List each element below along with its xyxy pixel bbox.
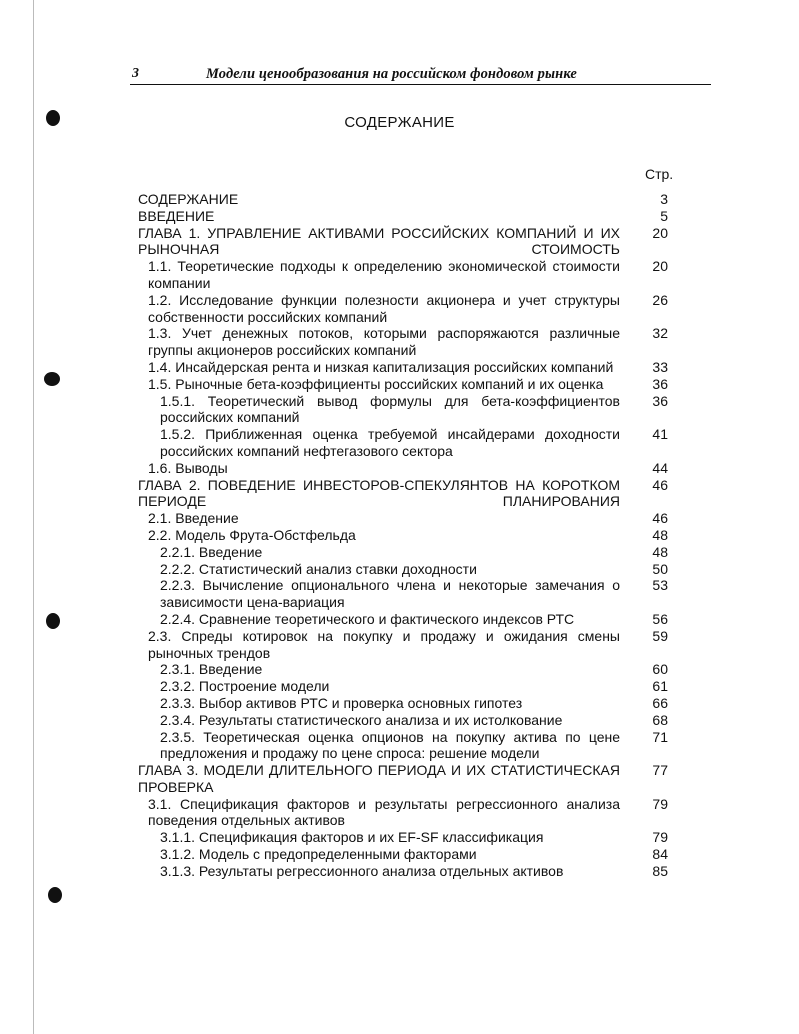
toc-entry: [138, 628, 668, 662]
toc-entry-title: 2.3.2. Построение модели: [160, 678, 330, 695]
toc-entry: [138, 393, 668, 427]
toc-entry-page: 53: [652, 577, 668, 594]
toc-entry-page: 44: [652, 459, 668, 476]
toc-entry-page: 36: [652, 392, 668, 409]
toc-entry-page: 77: [652, 762, 668, 779]
toc-entry-title: 1.4. Инсайдерская рента и низкая капитализация российских компаний: [148, 358, 614, 375]
scan-blot: [48, 887, 62, 903]
toc-entry-page: 79: [652, 829, 668, 846]
toc-entry-page: 5: [660, 207, 668, 224]
toc-entry: [138, 191, 668, 208]
toc-entry-page: 48: [652, 526, 668, 543]
toc-entry: [138, 729, 668, 763]
toc-entry-page: 60: [652, 661, 668, 678]
toc-entry-title: 3.1.2. Модель с предопределенными факторами: [160, 846, 477, 863]
toc-entry-page: 71: [652, 728, 668, 745]
toc-entry-page: 61: [652, 678, 668, 695]
toc-entry-title: ГЛАВА 2. ПОВЕДЕНИЕ ИНВЕСТОРОВ-СПЕКУЛЯНТОВ НА КОРОТКОМ ПЕРИОДЕ ПЛАНИРОВАНИЯ: [138, 476, 620, 510]
toc-entry: [138, 359, 668, 376]
toc-entry-title: 1.5.1. Теоретический вывод формулы для бета-коэффициентов российских компаний: [160, 392, 620, 426]
toc-entry: [138, 712, 668, 729]
toc-entry-page: 79: [652, 795, 668, 812]
toc-entry-page: 50: [652, 560, 668, 577]
toc-entry: [138, 292, 668, 326]
toc-entry-title: 2.3. Спреды котировок на покупку и продажу и ожидания смены рыночных трендов: [148, 627, 620, 661]
toc-entry-page: 48: [652, 543, 668, 560]
toc-entry-title: ГЛАВА 1. УПРАВЛЕНИЕ АКТИВАМИ РОССИЙСКИХ КОМПАНИЙ И ИХ РЫНОЧНАЯ СТОИМОСТЬ: [138, 224, 620, 258]
toc-entry-title: 1.5. Рыночные бета-коэффициенты российских компаний и их оценка: [148, 375, 604, 392]
toc-entry-title: 2.2.2. Статистический анализ ставки доходности: [160, 560, 477, 577]
toc-entry-page: 33: [652, 358, 668, 375]
toc-entry-title: 1.2. Исследование функции полезности акционера и учет структуры собственности российских компаний: [148, 291, 620, 325]
toc-entry-title: 2.2.3. Вычисление опционального члена и некоторые замечания о зависимости цена-вариация: [160, 577, 620, 611]
toc-entry-page: 32: [652, 325, 668, 342]
toc-entry-page: 46: [652, 510, 668, 527]
toc-entry-page: 84: [652, 846, 668, 863]
scan-left-edge: [33, 0, 34, 1034]
toc-entry-page: 26: [652, 291, 668, 308]
toc-entry: [138, 544, 668, 561]
toc-entry: [138, 426, 668, 460]
toc-entry-title: 2.2.4. Сравнение теоретического и фактического индексов РТС: [160, 610, 575, 627]
toc-entry-page: 41: [652, 426, 668, 443]
toc-entry-title: 2.2.1. Введение: [160, 543, 263, 560]
toc-entry-title: 2.2. Модель Фрута-Обстфельда: [148, 526, 356, 543]
toc-entry: [138, 225, 668, 259]
scan-blot: [44, 372, 60, 386]
toc-entry: [138, 460, 668, 477]
toc-entry-page: 3: [660, 191, 668, 207]
toc-entry-title: СОДЕРЖАНИЕ: [138, 191, 239, 207]
toc-entry: [138, 208, 668, 225]
toc-entry-title: ВВЕДЕНИЕ: [138, 207, 215, 224]
toc-entry: [138, 258, 668, 292]
header-title: Модели ценообразования на российском фондовом рынке: [206, 66, 577, 82]
toc-entry-page: 66: [652, 694, 668, 711]
toc-entry: [138, 325, 668, 359]
toc-entry: [138, 695, 668, 712]
toc-entry-title: 2.3.4. Результаты статистического анализа и их истолкование: [160, 711, 563, 728]
toc-entry-page: 20: [652, 224, 668, 241]
toc-entry: [138, 510, 668, 527]
toc-entry: [138, 762, 668, 796]
toc-entry-page: 59: [652, 627, 668, 644]
toc-entry-page: 36: [652, 375, 668, 392]
toc-entry-page: 20: [652, 258, 668, 275]
toc-entry-title: 1.1. Теоретические подходы к определению экономической стоимости компании: [148, 258, 620, 291]
running-header: [130, 64, 711, 85]
toc-entry-title: 2.3.3. Выбор активов РТС и проверка основных гипотез: [160, 694, 523, 711]
toc-entry-title: 3.1. Спецификация факторов и результаты регрессионного анализа поведения отдельных активов: [148, 795, 620, 829]
header-page-number: 3: [132, 66, 139, 81]
toc-entry: [138, 661, 668, 678]
scan-blot: [46, 613, 60, 629]
toc-entry-page: 68: [652, 711, 668, 728]
toc-entry: [138, 561, 668, 578]
toc-entry: [138, 577, 668, 611]
toc-entry: [138, 376, 668, 393]
toc-entry-title: 3.1.1. Спецификация факторов и их EF-SF классификация: [160, 829, 544, 846]
toc-entry-title: ГЛАВА 3. МОДЕЛИ ДЛИТЕЛЬНОГО ПЕРИОДА И ИХ СТАТИСТИЧЕСКАЯ ПРОВЕРКА: [138, 762, 620, 795]
toc-entry-title: 3.1.3. Результаты регрессионного анализа отдельных активов: [160, 862, 564, 879]
toc-entry: [138, 846, 668, 863]
toc-entry: [138, 863, 668, 880]
toc-entry: [138, 678, 668, 695]
toc-entry: [138, 796, 668, 830]
toc-entry-title: 1.3. Учет денежных потоков, которыми распоряжаются различные группы акционеров российских компаний: [148, 325, 620, 359]
toc-entry: [138, 477, 668, 511]
toc-entry-page: 85: [652, 862, 668, 879]
toc-entry: [138, 527, 668, 544]
toc-entry-title: 2.3.5. Теоретическая оценка опционов на покупку актива по цене предложения и продажу по цене спроса: решение модели: [160, 728, 620, 762]
toc-entry-title: 1.5.2. Приближенная оценка требуемой инсайдерами доходности российских компаний нефтегазового сектора: [160, 426, 620, 459]
toc-title: СОДЕРЖАНИЕ: [344, 114, 455, 131]
toc-entry-page: 56: [652, 610, 668, 627]
toc-entry-title: 1.6. Выводы: [148, 459, 228, 476]
page-column-label: Стр.: [645, 166, 674, 182]
table-of-contents: [138, 191, 668, 880]
toc-entry-title: 2.1. Введение: [148, 510, 239, 527]
toc-entry-page: 46: [652, 476, 668, 493]
toc-entry: [138, 829, 668, 846]
toc-entry-title: 2.3.1. Введение: [160, 661, 263, 678]
toc-entry: [138, 611, 668, 628]
